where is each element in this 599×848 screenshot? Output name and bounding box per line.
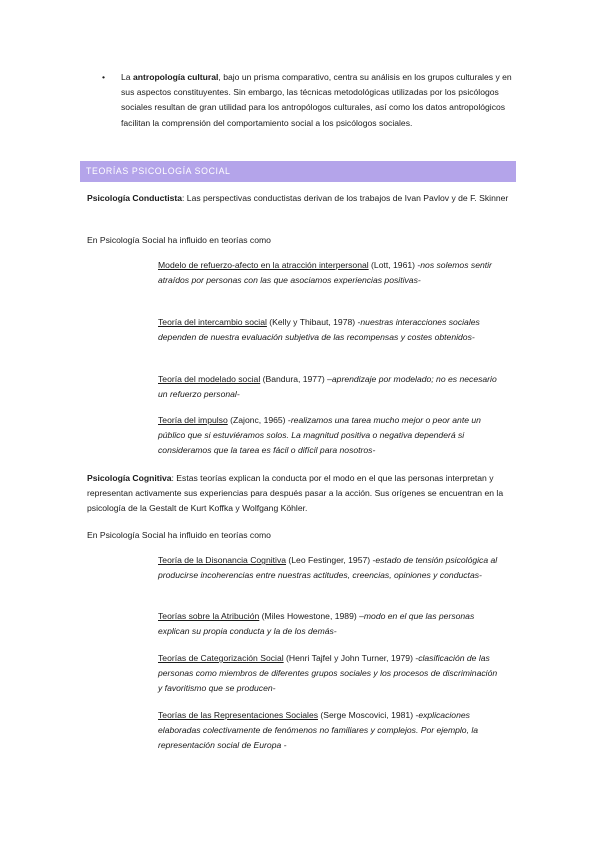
theory-ref: (Zajonc, 1965) - bbox=[227, 415, 291, 425]
theory-desc: modo en el que las personas explican su propia conducta y la de los demás- bbox=[158, 611, 475, 637]
theory-desc: aprendizaje por modelado; no es necesario un refuerzo personal- bbox=[158, 374, 497, 400]
theory-desc: nos solemos sentir atraídos por personas con las que asociamos experiencias positivas- bbox=[158, 260, 492, 286]
theory-entry bbox=[158, 651, 503, 697]
theory-title: Teorías de las Representaciones Sociales bbox=[158, 710, 319, 720]
theory-ref: (Serge Moscovici, 1981) - bbox=[318, 710, 419, 720]
theory-ref: (Leo Festinger, 1957) - bbox=[286, 555, 376, 565]
theory-entry bbox=[158, 553, 503, 583]
theory-ref: (Miles Howestone, 1989) – bbox=[259, 611, 364, 621]
theory-entry bbox=[158, 315, 503, 345]
theory-ref: (Bandura, 1977) – bbox=[260, 374, 332, 384]
theory-title: Teorías sobre la Atribución bbox=[158, 611, 260, 621]
section-header bbox=[80, 161, 516, 182]
cognitiva-text: : Estas teorías explican la conducta por el modo en el que las personas interpretan y representan activamente sus experiencias para después pasar a la acción. Sus orígenes se encuentran en la psicología de la Gestalt de Kurt Koffka y Wolfgang Köhler. bbox=[87, 473, 504, 514]
theory-title: Modelo de refuerzo-afecto en la atracción interpersonal bbox=[158, 260, 369, 270]
theory-desc: explicaciones elaboradas colectivamente de fenómenos no familiares y complejos. Por ejemplo, la representación social de Europa - bbox=[158, 710, 479, 751]
conductista-heading: Psicología Conductista bbox=[87, 193, 183, 203]
intro-rest: , bajo un prisma comparativo, centra su análisis en los grupos culturales y en sus aspectos constituyentes. Sin embargo, las técnicas metodológicas utilizadas por los psicólogos sociales resultan de gran utilidad para los antropólogos culturales, así como los datos antropológicos facilitan la comprensión del comportamiento social a los psicólogos sociales. bbox=[121, 72, 512, 128]
cognitiva-heading: Psicología Cognitiva bbox=[87, 473, 172, 483]
theory-title: Teoría del modelado social bbox=[158, 374, 261, 384]
intro-bold-term: antropología cultural bbox=[132, 72, 219, 82]
theory-title: Teorías de Categorización Social bbox=[158, 653, 284, 663]
bullet-icon: • bbox=[102, 72, 106, 82]
conductista-influence: En Psicología Social ha influido en teorías como bbox=[87, 235, 271, 245]
theory-ref: (Lott, 1961) - bbox=[368, 260, 421, 270]
theory-ref: (Kelly y Thibaut, 1978) - bbox=[266, 317, 361, 327]
theory-title: Teoría del impulso bbox=[158, 415, 228, 425]
cognitiva-paragraph bbox=[87, 471, 517, 517]
theory-desc: estado de tensión psicológica al producirse incoherencias entre nuestras actitudes, creencias, opiniones y conductas- bbox=[158, 555, 498, 581]
theory-entry bbox=[158, 708, 503, 754]
theory-desc: nuestras interacciones sociales dependen de nuestra evaluación subjetiva de las recompensas y costes obtenidos- bbox=[158, 317, 480, 343]
conductista-paragraph bbox=[87, 191, 517, 206]
theory-entry bbox=[158, 258, 503, 288]
theory-entry bbox=[158, 413, 503, 459]
conductista-text: : Las perspectivas conductistas derivan de los trabajos de Ivan Pavlov y de F. Skinner bbox=[182, 193, 509, 203]
intro-bullet bbox=[104, 70, 524, 131]
theory-entry bbox=[158, 609, 503, 639]
section-title: TEORÍAS PSICOLOGÍA SOCIAL bbox=[86, 166, 231, 176]
theory-entry bbox=[158, 372, 503, 402]
theory-desc: clasificación de las personas como miembros de diferentes grupos sociales y los procesos de discriminación y favoritismo que se producen- bbox=[158, 653, 498, 694]
theory-desc: realizamos una tarea mucho mejor o peor ante un público que si estuviéramos solos. La magnitud positiva o negativa dependerá si consideramos que la tarea es fácil o difícil para nosotros- bbox=[158, 415, 481, 456]
theory-ref: (Henri Tajfel y John Turner, 1979) - bbox=[283, 653, 419, 663]
intro-lead: La bbox=[121, 72, 133, 82]
cognitiva-influence: En Psicología Social ha influido en teorías como bbox=[87, 530, 271, 540]
theory-title: Teoría de la Disonancia Cognitiva bbox=[158, 555, 287, 565]
intro-paragraph bbox=[121, 70, 524, 131]
theory-title: Teoría del intercambio social bbox=[158, 317, 267, 327]
